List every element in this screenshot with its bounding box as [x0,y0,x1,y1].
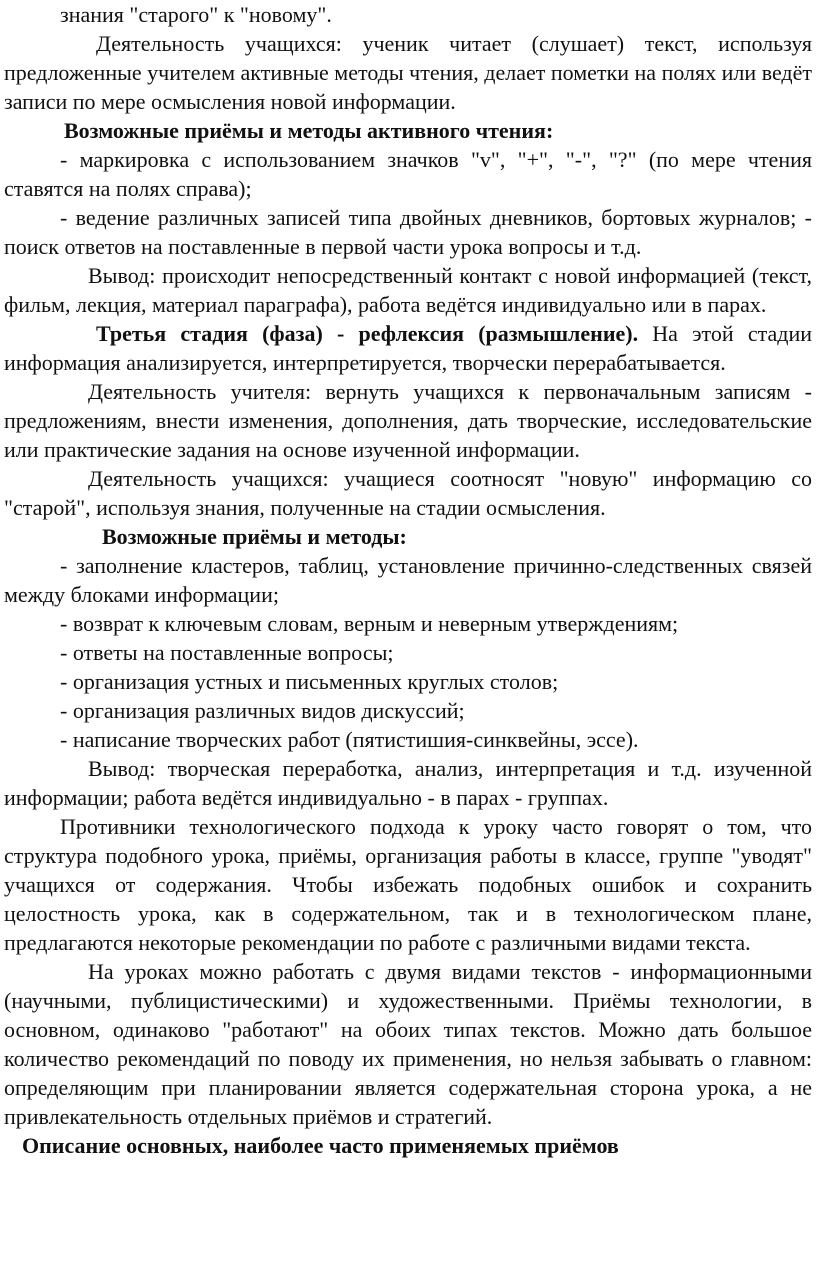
list-item-discussions: - организация различных видов дискуссий; [60,698,465,723]
paragraph-third-stage: Третья стадия (фаза) - рефлексия (размышление). На этой стадии информация анализируется, интерпретируется, творчески перерабатывается. [4,321,812,375]
paragraph-teacher-activity: Деятельность учителя: вернуть учащихся к первоначальным записям - предложениям, внести изменения, дополнения, дать творческие, исследовательские или практические задания на основе изученной информации. [4,379,812,462]
paragraph-text-types: На уроках можно работать с двумя видами текстов - информационными (научными, публицистическими) и художественными. Приёмы технологии, в основном, одинаково "работают" на обоих типах текстов. Можно дать большое количество рекомендаций по поводу их применения, но нельзя забывать о главном: определяющим при планировании является содержательная сторона урока, а не привлекательность отдельных приёмов и стратегий. [4,959,812,1129]
list-item-marking: - маркировка с использованием значков "v", "+", "-", "?" (по мере чтения ставятся на полях справа); [4,147,812,201]
paragraph-student-activity-reading: Деятельность учащихся: ученик читает (слушает) текст, используя предложенные учителем активные методы чтения, делает пометки на полях или ведёт записи по мере осмысления новой информации. [4,31,812,114]
heading-possible-methods: Возможные приёмы и методы: [102,524,407,549]
paragraph-continuation: знания "старого" к "новому". [60,2,332,27]
heading-description-of-methods: Описание основных, наиболее часто применяемых приёмов [22,1133,619,1158]
list-item-keywords: - возврат к ключевым словам, верным и неверным утверждениям; [60,611,679,636]
paragraph-opponents: Противники технологического подхода к уроку часто говорят о том, что структура подобного урока, приёмы, организация работы в классе, группе "уводят" учащихся от содержания. Чтобы избежать подобных ошибок и сохранить целостность урока, как в содержательном, так и в технологическом плане, предлагаются некоторые рекомендации по работе с различными видами текста. [4,814,812,955]
list-item-round-tables: - организация устных и письменных круглых столов; [60,669,559,694]
list-item-clusters: - заполнение кластеров, таблиц, установление причинно-следственных связей между блоками информации; [4,553,812,607]
paragraph-conclusion-comprehension: Вывод: происходит непосредственный контакт с новой информацией (текст, фильм, лекция, материал параграфа), работа ведётся индивидуально или в парах. [4,263,812,317]
heading-active-reading-methods: Возможные приёмы и методы активного чтения: [64,118,554,143]
paragraph-student-activity-reflection: Деятельность учащихся: учащиеся соотносят "новую" информацию со "старой", используя знания, полученные на стадии осмысления. [4,466,812,520]
list-item-answers: - ответы на поставленные вопросы; [60,640,394,665]
paragraph-conclusion-reflection: Вывод: творческая переработка, анализ, интерпретация и т.д. изученной информации; работа ведётся индивидуально - в парах - группах. [4,756,812,810]
list-item-records: - ведение различных записей типа двойных дневников, бортовых журналов; - поиск ответов на поставленные в первой части урока вопросы и т.д. [4,205,812,259]
list-item-creative-works: - написание творческих работ (пятистишия-синквейны, эссе). [60,727,639,752]
